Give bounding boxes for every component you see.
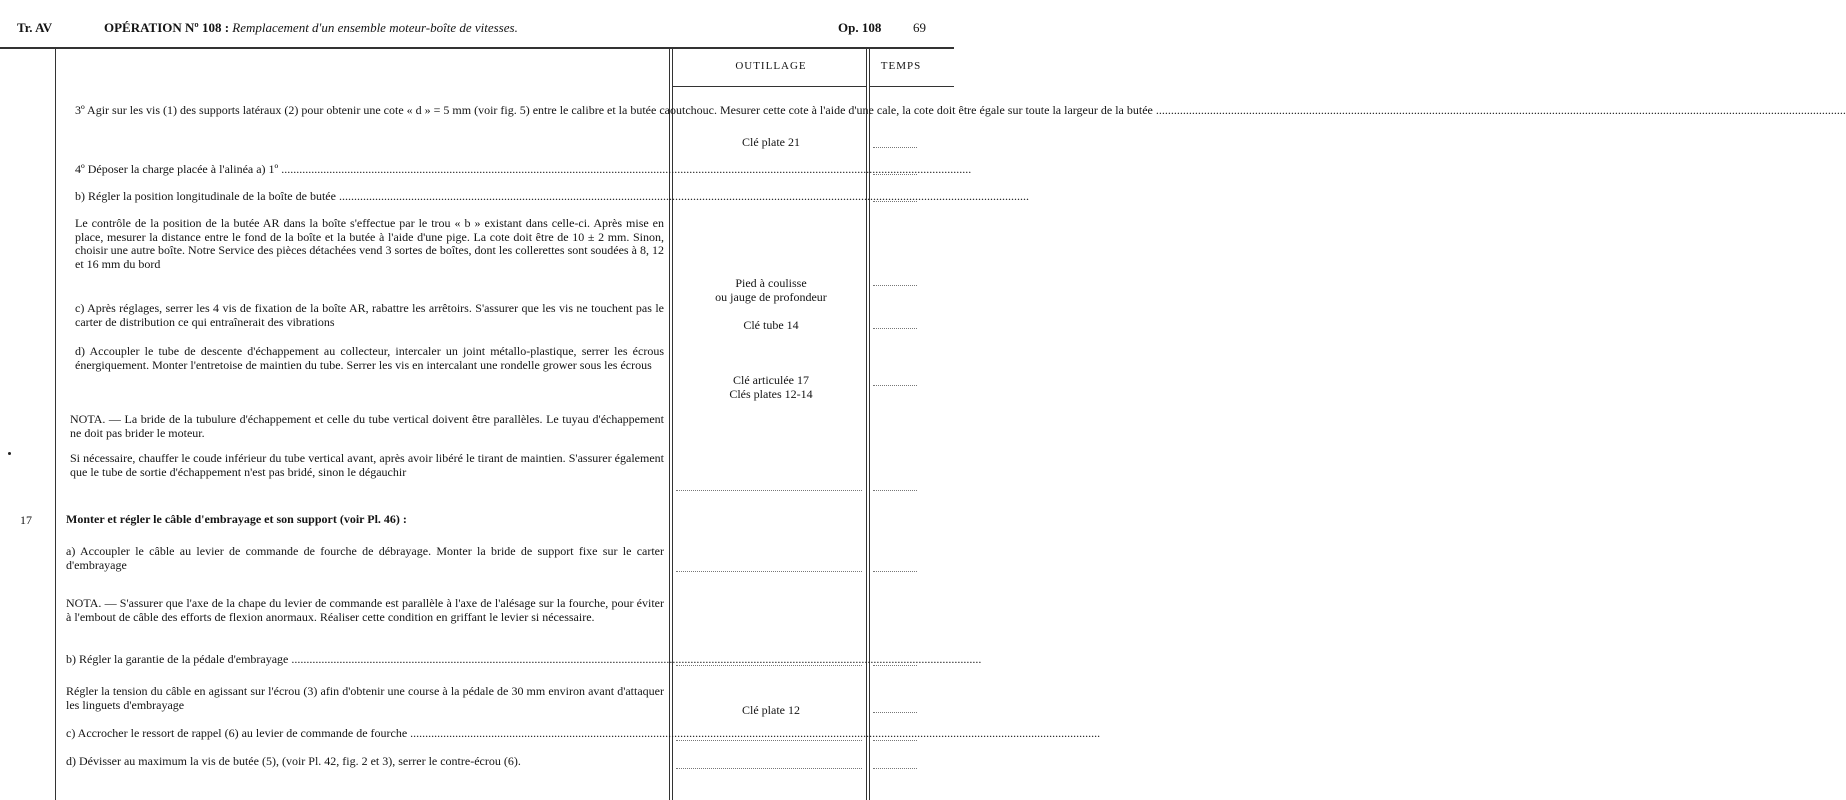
temps-line bbox=[873, 665, 917, 666]
temps-line bbox=[873, 490, 917, 491]
temps-line bbox=[873, 385, 917, 386]
outillage-line bbox=[676, 490, 862, 491]
paragraph-tension: Régler la tension du câble en agissant sur l'écrou (3) afin d'obtenir une course à la pédale de 30 mm environ avant d'attaquer les linguets d'embrayage bbox=[66, 684, 664, 712]
tool-pied-coulisse: Pied à coulisse bbox=[735, 276, 807, 290]
outillage-line bbox=[676, 665, 862, 666]
column-header-temps: TEMPS bbox=[880, 60, 922, 72]
temps-line bbox=[873, 201, 917, 202]
nota-exhaust: NOTA. — La bride de la tubulure d'échappement et celle du tube vertical doivent être parallèles. Le tuyau d'échappement ne doit pas brider le moteur. bbox=[70, 412, 664, 440]
tool-cles-plates-12-14: Clés plates 12-14 bbox=[729, 387, 813, 401]
column-header-rule bbox=[672, 86, 866, 87]
temps-line bbox=[873, 768, 917, 769]
paragraph-a-cable: a) Accoupler le câble au levier de commande de fourche de débrayage. Monter la bride de support fixe sur le carter d'embrayage bbox=[66, 544, 664, 572]
header-left: Tr. AV bbox=[17, 20, 53, 35]
tool-cle-plate-12: Clé plate 12 bbox=[742, 703, 800, 717]
margin-mark bbox=[8, 452, 11, 455]
paragraph-b-position: b) Régler la position longitudinale de la boîte de butée ..... bbox=[75, 190, 664, 204]
temps-line bbox=[873, 740, 917, 741]
paragraph-step-3: 3º Agir sur les vis (1) des supports latéraux (2) pour obtenir une cote « d » = 5 mm (voir fig. 5) entre le calibre et la butée caoutchouc. Mesurer cette cote à l'aide d'une cale, la cote doit être égale sur toute la largeur de la butée ..... bbox=[75, 104, 664, 118]
row-number: 17 bbox=[20, 513, 32, 527]
operation-title: Remplacement d'un ensemble moteur-boîte de vitesses. bbox=[232, 20, 518, 35]
tool-cle-tube-14: Clé tube 14 bbox=[743, 318, 799, 332]
operation-label: OPÉRATION Nº 108 : bbox=[104, 20, 230, 35]
header-rule bbox=[0, 47, 954, 49]
temps-line bbox=[873, 147, 917, 148]
outillage-line bbox=[676, 740, 862, 741]
left-margin-rule bbox=[55, 49, 56, 800]
page-number: 69 bbox=[913, 20, 926, 35]
temps-line bbox=[873, 571, 917, 572]
temps-line bbox=[873, 285, 917, 286]
tool-cle-articulee-17: Clé articulée 17 bbox=[733, 373, 809, 387]
outillage-line bbox=[676, 768, 862, 769]
section-heading-clutch: Monter et régler le câble d'embrayage et son support (voir Pl. 46) : bbox=[66, 512, 407, 526]
temps-line bbox=[873, 174, 917, 175]
paragraph-control: Le contrôle de la position de la butée AR dans la boîte s'effectue par le trou « b » existant dans celle-ci. Après mise en place, mesurer la distance entre le fond de la boîte et la butée à l'aide d'une pige. La cote doit être de 10 ± 2 mm. Sinon, choisir une autre boîte. Notre Service des pièces détachées vend 3 sortes de boîtes, dont les collerettes sont soudées à 8, 12 et 16 mm du bord bbox=[75, 216, 664, 271]
tool-cle-plate-21: Clé plate 21 bbox=[742, 135, 800, 149]
nota-clutch: NOTA. — S'assurer que l'axe de la chape du levier de commande est parallèle à l'axe de l'alésage sur la fourche, pour éviter à l'embout de câble des efforts de flexion anormaux. Réaliser cette condition en griffant le levier si nécessaire. bbox=[66, 596, 664, 624]
op-reference: Op. 108 bbox=[838, 20, 882, 35]
paragraph-d-exhaust: d) Accoupler le tube de descente d'échappement au collecteur, intercaler un joint métallo-plastique, serrer les écrous énergiquement. Monter l'entretoise de maintien du tube. Serrer les vis en intercalant une rondelle grower sous les écrous bbox=[75, 344, 664, 372]
paragraph-step-4: 4º Déposer la charge placée à l'alinéa a) 1º ..... bbox=[75, 163, 664, 177]
paragraph-heat: Si nécessaire, chauffer le coude inférieur du tube vertical avant, après avoir libéré le tirant de maintien. S'assurer également que le tube de sortie d'échappement n'est pas bridé, sinon le dégauchir bbox=[70, 451, 664, 479]
column-header-outillage: OUTILLAGE bbox=[735, 60, 807, 72]
temps-line bbox=[873, 712, 917, 713]
operation-heading bbox=[104, 20, 518, 36]
temps-line bbox=[873, 328, 917, 329]
column-header-rule-2 bbox=[869, 86, 954, 87]
paragraph-c-tighten: c) Après réglages, serrer les 4 vis de fixation de la boîte AR, rabattre les arrêtoirs. S'assurer que les vis ne touchent pas le carter de distribution ce qui entraînerait des vibrations bbox=[75, 301, 664, 329]
paragraph-c-spring: c) Accrocher le ressort de rappel (6) au levier de commande de fourche ..... bbox=[66, 727, 664, 741]
paragraph-b-pedal: b) Régler la garantie de la pédale d'embrayage ..... bbox=[66, 653, 664, 667]
outillage-line bbox=[676, 571, 862, 572]
paragraph-d-screw: d) Dévisser au maximum la vis de butée (5), (voir Pl. 42, fig. 2 et 3), serrer le contre-écrou (6). bbox=[66, 754, 521, 768]
tool-jauge-profondeur: ou jauge de profondeur bbox=[715, 290, 827, 304]
